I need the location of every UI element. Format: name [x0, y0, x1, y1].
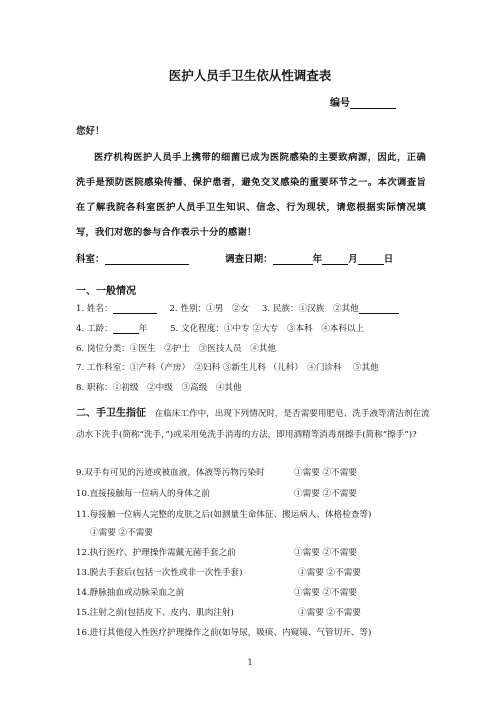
question-13: 13.脱去手套后(包括一次性或非一次性手套) — [76, 568, 243, 578]
row-name-gender — [76, 302, 399, 314]
row-dept: 7. 工作科室：①产科（产房） ②妇科 ③新生儿科 （儿科） ④门诊科 ⑤其他 — [76, 363, 379, 373]
name-blank[interactable] — [113, 304, 157, 314]
page-title: 医护人员手卫生依从性调查表 — [168, 68, 332, 83]
page-number: 1 — [247, 658, 253, 667]
question-12-options[interactable]: ①需要 ②不需要 — [294, 548, 357, 558]
month-blank[interactable] — [322, 254, 348, 265]
dept-blank[interactable] — [105, 254, 189, 265]
greeting: 您好！ — [76, 126, 105, 137]
year-blank[interactable] — [273, 254, 313, 265]
question-12: 12.执行医疗、护理操作需戴无菌手套之前 — [76, 548, 236, 558]
serial-blank[interactable] — [350, 98, 396, 109]
month-label: 月 — [348, 254, 358, 265]
section1-heading: 一、一般情况 — [76, 286, 136, 297]
year-label: 年 — [312, 254, 323, 265]
day-blank[interactable] — [358, 254, 384, 265]
age-blank[interactable] — [113, 324, 139, 334]
question-16: 16.进行其他侵入性医疗护理操作之前(如导尿，吸痰、内窥镜、气管切开、等) — [76, 628, 372, 638]
question-10-options[interactable]: ①需要 ②不需要 — [294, 489, 357, 499]
question-14: 14.静脉抽血或动脉采血之前 — [76, 588, 185, 598]
question-9-options[interactable]: ①需要 ②不需要 — [294, 468, 357, 478]
section2-heading: 二、手卫生指征 — [76, 408, 146, 419]
day-label: 日 — [383, 254, 394, 265]
intro-paragraph: 医疗机构医护人员手上携带的细菌已成为医院感染的主要致病源，因此，正确洗手是预防医院感染传播、保护患者，避免交叉感染的重要环节之一。本次调查旨在了解我院各科室医护人员手卫生知识、信念、行为现状，请您根据实际情况填写，我们对您的参与合作表示十分的感谢！ — [76, 152, 426, 238]
row-title: 8. 职称：①初级 ②中级 ③高级 ④其他 — [76, 383, 242, 393]
serial-label: 编号 — [330, 98, 350, 109]
row-age-edu — [76, 322, 364, 334]
question-9: 9.双手有可见的污迹或被血液，体液等污物污染时 — [76, 468, 265, 478]
question-14-options[interactable]: ①需要 ②不需要 — [294, 588, 357, 598]
name-label: 1. 姓名： — [76, 304, 113, 314]
date-label: 调查日期： — [225, 254, 273, 265]
question-11-options[interactable]: ①需要 ②不需要 — [90, 528, 153, 538]
question-10: 10.直接接触每一位病人的身体之前 — [76, 489, 210, 499]
edu-label: 5. 文化程度：①中专 ②大专 ③本科 ④本科以上 — [170, 324, 365, 334]
age-label: 4. 工龄： — [76, 324, 113, 334]
row-position: 6. 岗位分类：①医生 ②护士 ③医技人员 ④其他 — [76, 344, 276, 354]
section2-paragraph — [76, 403, 436, 446]
section2-text: 在临床工作中，出现下列情况时，是否需要用肥皂、洗手液等清洁剂在流动水下洗手(简称“洗手，”)或采用免洗手消毒的方法，即用酒精等消毒剂擦手(简称“擦手”)? — [76, 409, 430, 440]
serial-number — [330, 94, 396, 109]
question-11: 11.每接触一位病人完整的皮肤之后(如测量生命体征、搬运病人、体格检查等) — [76, 510, 372, 520]
ethnic-blank[interactable] — [359, 304, 399, 314]
gender-label: 2. 性别：①男 ②女 — [169, 304, 250, 314]
question-15: 15.注射之前(包括皮下、皮内、肌肉注射) — [76, 608, 234, 618]
question-13-options[interactable]: ①需要 ②不需要 — [298, 568, 361, 578]
age-unit: 年 — [138, 324, 148, 334]
dept-label: 科室： — [76, 254, 105, 265]
ethnic-label: 3. 民族：①汉族 ②其他 — [261, 304, 359, 314]
question-15-options[interactable]: ①需要 ②不需要 — [298, 608, 361, 618]
dept-date-row — [76, 251, 426, 265]
